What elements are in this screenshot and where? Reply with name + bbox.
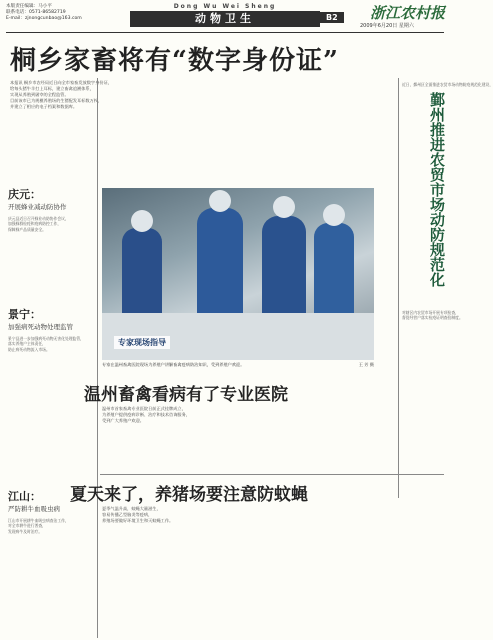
hospital-headline: 温州畜禽看病有了专业医院 — [84, 385, 288, 405]
jiangshan-title: 严防耕牛血吸虫病 — [8, 505, 60, 513]
page-number: B2 — [320, 12, 344, 23]
jingning-title: 加强病死动物处理监管 — [8, 323, 73, 331]
side-article-headline: 鄞州推进农贸市场动防规范化 — [428, 92, 446, 287]
hospital-body — [102, 406, 398, 424]
photo-figure — [197, 208, 243, 318]
body-line: 发现病牛及时治疗。 — [8, 528, 43, 534]
photo-figure-head — [273, 196, 295, 218]
mosquito-body — [102, 506, 442, 524]
jiangshan-body — [8, 518, 94, 534]
body-line: 对全市耕牛进行普查， — [8, 523, 46, 529]
masthead-info — [6, 4, 126, 23]
column-divider — [97, 78, 98, 638]
body-line: 受到广大养殖户欢迎。 — [102, 418, 144, 423]
body-line: 目前该市已为规模养殖场的生猪配发耳标数万枚， — [10, 98, 103, 103]
body-line: 养殖场要做好环境卫生和灭蚊蝇工作。 — [102, 518, 174, 523]
body-line: 近日，鄞州区全面推进农贸市场动物防疫规范化建设， — [402, 82, 493, 87]
phone-line: 联系电话：0571-86582719 — [6, 10, 66, 16]
section-divider — [100, 474, 444, 475]
jiangshan-place: 江山： — [8, 490, 41, 503]
body-line: 并建立了相应的电子档案和数据库。 — [10, 104, 78, 109]
editor-line: 本版责任编辑：马小平 — [6, 4, 52, 9]
main-headline: 桐乡家畜将有“数字身份证” — [10, 46, 339, 76]
body-line: 督促经营户落实检疫证明查验制度。 — [402, 315, 463, 321]
photo-figure-head — [323, 204, 345, 226]
mosquito-headline: 夏天来了，养猪场要注意防蚊蝇 — [70, 485, 308, 505]
section-brand — [130, 3, 320, 29]
jingning-body — [8, 336, 94, 352]
body-line: 保障蜂产品质量安全。 — [8, 226, 46, 232]
body-line: 容易传播乙型脑炎等疫病， — [102, 512, 153, 517]
body-line: 庆元县近日召开蜂业动防协作会议， — [8, 216, 69, 221]
photo-figure — [314, 223, 354, 318]
qingyuan-title: 开展蜂业减动防协作 — [8, 203, 67, 211]
body-line: 给每头猪牛羊打上耳标，建立畜禽追溯体系， — [10, 86, 94, 91]
body-line: 景宁县进一步加强病死动物无害化处理监管， — [8, 336, 84, 341]
paper-logo: 浙江农村报 — [370, 4, 446, 22]
qingyuan-place: 庆元： — [8, 188, 41, 201]
body-line: 防止病死动物流入市场。 — [8, 346, 50, 352]
photo-caption — [102, 362, 374, 368]
photo-figure-head — [209, 190, 231, 212]
body-line: 江山市开展耕牛血吸虫病查治工作， — [8, 518, 69, 523]
body-line: 温州市首家畜禽专业医院日前正式挂牌成立， — [102, 406, 186, 411]
jingning-place: 景宁： — [8, 308, 41, 321]
photo-credit: 王 芳 摄 — [358, 362, 374, 367]
photo-figure — [262, 216, 306, 321]
brand-english: Dong Wu Wei Sheng — [173, 3, 277, 10]
body-line: 为养殖户提供疫病诊断、治疗和技术咨询服务， — [102, 412, 190, 417]
side-article-intro — [402, 82, 493, 87]
body-line: 加强蜂群检疫和疫病防控工作， — [8, 221, 62, 227]
body-line: 对辖区内农贸市场开展专项检查， — [402, 310, 459, 315]
qingyuan-body — [8, 216, 94, 232]
article-photo — [102, 188, 374, 360]
issue-date: 2009年6月20日 星期六 — [360, 23, 414, 29]
photo-figure — [122, 228, 162, 318]
body-line: 实现从养殖到屠宰的全程监管。 — [10, 92, 69, 97]
photo-figure-head — [131, 210, 153, 232]
body-line: 夏季气温升高，蚊蝇大量滋生， — [102, 506, 161, 511]
photo-tag: 专家现场指导 — [114, 336, 170, 349]
body-line: 落实养殖户主体责任， — [8, 341, 46, 347]
caption-text: 专家在温州畜禽医院现场为养殖户讲解畜禽疫病防治知识，受到养殖户欢迎。 — [102, 362, 245, 367]
main-article-body — [10, 80, 390, 110]
section-name: 动物卫生 — [130, 11, 320, 27]
side-article-body — [402, 310, 463, 321]
body-line: 本报讯 桐乡市农经局近日向全市家畜发放数字身份证， — [10, 80, 112, 85]
column-divider — [398, 78, 399, 498]
email-line: E-mail：zjnongcunbao@163.com — [6, 16, 82, 22]
masthead-rule — [6, 32, 444, 33]
